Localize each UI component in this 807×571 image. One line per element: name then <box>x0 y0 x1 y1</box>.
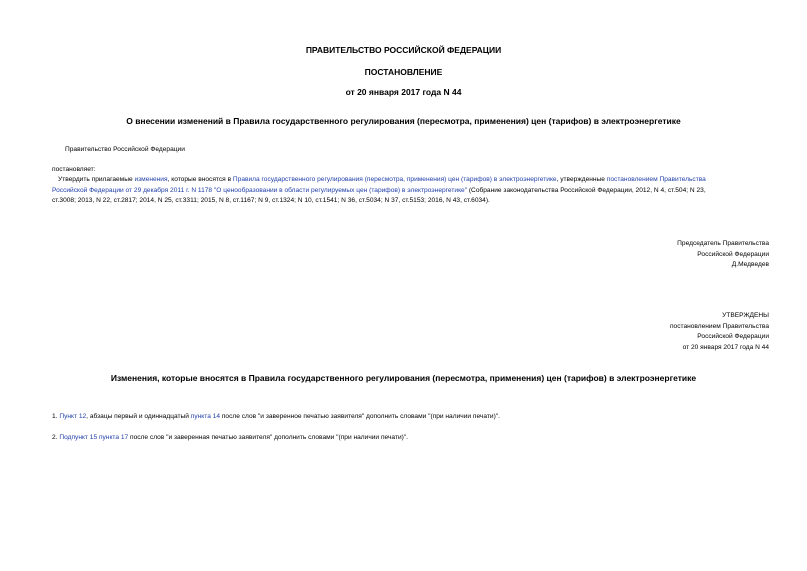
item-text: , абзацы первый и одиннадцатый <box>86 413 191 420</box>
item-link[interactable]: Подпункт 15 пункта 17 <box>59 434 129 441</box>
signature-title: Председатель Правительства <box>677 240 769 247</box>
changes-link[interactable]: изменения <box>134 176 168 183</box>
approved-country: Российской Федерации <box>697 333 769 341</box>
signature-country: Российской Федерации <box>697 250 769 258</box>
item-link[interactable]: Пункт 12 <box>59 413 87 420</box>
item-text: после слов "и заверенное печатью заявителя" дополнить словами "(при наличии печати)". <box>220 413 500 420</box>
decrees-word: постановляет: <box>52 166 96 173</box>
approved-label: УТВЕРЖДЕНЫ <box>722 312 769 319</box>
issuer: Правительство Российской Федерации <box>65 146 185 153</box>
rules-link[interactable]: Правила государственного регулирования (пересмотра, применения) цен (тарифов) в электроэнергетике <box>232 176 557 183</box>
item-number: 2. <box>52 434 60 441</box>
item-link[interactable]: пункта 14 <box>190 413 221 420</box>
approved-by: постановлением Правительства <box>669 322 769 330</box>
item-text: после слов "и заверенная печатью заявителя" дополнить словами "(при наличии печати)". <box>128 434 408 441</box>
resolution-link-cont[interactable]: Российской Федерации от 29 декабря 2011 г. N 1178 "О ценообразовании в области регулируемых цен (тарифов) в электроэнергетике" <box>52 186 468 194</box>
approval-block <box>670 311 769 353</box>
list-item <box>52 433 408 444</box>
signature-name: Д.Медведев <box>731 261 769 269</box>
document-type: ПОСТАНОВЛЕНИЕ <box>364 67 443 77</box>
item-number: 1. <box>52 413 60 420</box>
document-date-number: от 20 января 2017 года N 44 <box>345 87 462 97</box>
approved-date: от 20 января 2017 года N 44 <box>682 343 769 351</box>
government-heading: ПРАВИТЕЛЬСТВО РОССИЙСКОЙ ФЕДЕРАЦИИ <box>305 45 502 55</box>
body-text: , утвержденные <box>556 176 607 183</box>
signature-block <box>677 239 769 271</box>
resolution-link[interactable]: постановлением Правительства <box>606 176 706 183</box>
body-text: Утвердить прилагаемые <box>58 176 135 183</box>
list-item <box>52 412 500 423</box>
body-text: ст.3008; 2013, N 22, ст.2817; 2014, N 25, ст.3311; 2015, N 8, ст.1167; N 9, ст.1324; N 10, ст.1541; N 36, ст.5034; N 37, ст.5153; 2016, N 43, ст.6034). <box>52 197 490 205</box>
body-text: , которые вносятся в <box>167 176 233 183</box>
changes-title: Изменения, которые вносятся в Правила государственного регулирования (пересмотра, применения) цен (тарифов) в электроэнергетике <box>110 373 697 383</box>
document-title: О внесении изменений в Правила государственного регулирования (пересмотра, применения) цен (тарифов) в электроэнергетике <box>126 116 681 126</box>
body-text: (Собрание законодательства Российской Федерации, 2012, N 4, ст.504; N 23, <box>467 186 706 194</box>
decree-paragraph <box>52 175 770 207</box>
